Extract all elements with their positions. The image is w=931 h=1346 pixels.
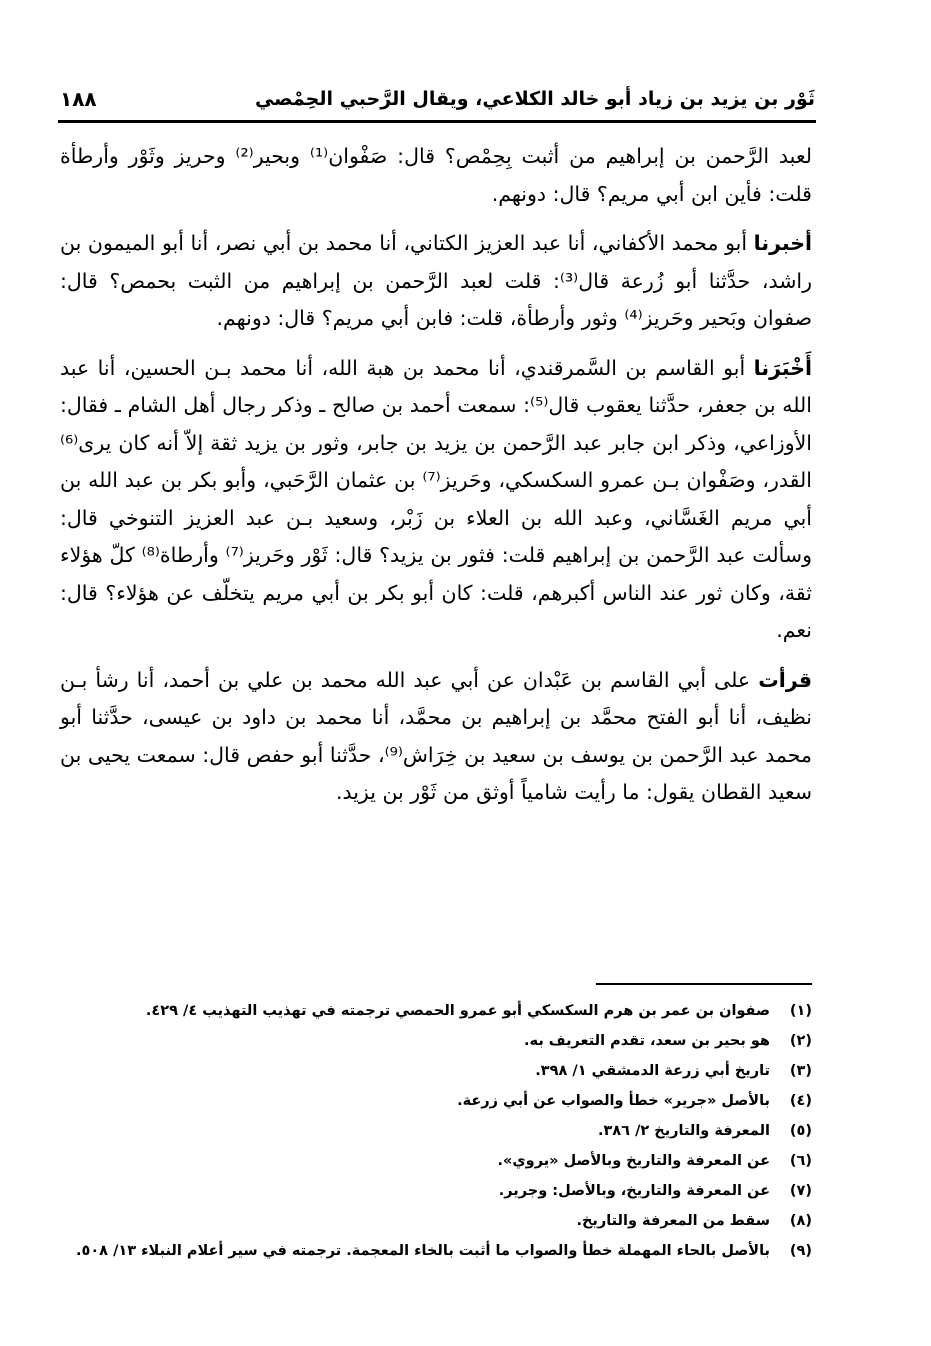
footnote-text: سقط من المعرفة والتاريخ. [576, 1213, 770, 1229]
paragraph-3 [60, 350, 812, 650]
footnote-item [60, 996, 812, 1026]
footnote-number: (٦) [789, 1153, 812, 1169]
footnote-item [60, 1086, 812, 1116]
footnote-text: عن المعرفة والتاريخ، وبالأصل: وجرير. [498, 1183, 770, 1199]
footnote-text: عن المعرفة والتاريخ وبالأصل «يروي». [497, 1153, 770, 1169]
paragraph-text: لعبد الرَّحمن بن إبراهيم من أثبت بِحِمْص؟ قال: صَفْوان⁽¹⁾ وبحير⁽²⁾ وحريز وثَوْر وأرطأة قلت: فأين ابن أبي مريم؟ قال: دونهم. [60, 144, 812, 206]
paragraph-lead: قرأت [758, 667, 812, 692]
paragraph-text: أبو محمد الأكفاني، أنا عبد العزيز الكتاني، أنا محمد بن أبي نصر، أنا أبو الميمون بن راشد، حدَّثنا أبو زُرعة قال⁽³⁾: قلت لعبد الرَّحمن بن إبراهيم من الثبت بحمص؟ قال: صفوان وبَحير وحَريز⁽⁴⁾ وثور وأرطأة، قلت: فابن أبي مريم؟ قال: دونهم. [60, 231, 812, 330]
footnote-item [60, 1056, 812, 1086]
paragraph-text: على أبي القاسم بن عَبْدان عن أبي عبد الله محمد بن علي بن أحمد، أنا رشأ بـن نظيف، أنا أبو الفتح محمَّد بن إبراهيم بن محمَّد، أنا محمد بن داود بن عيسى، حدَّثنا أبو محمد عبد الرَّحمن بن يوسف بن سعيد بن خِرَاش⁽⁹⁾، حدَّثنا أبو حفص قال: سمعت يحيى بن سعيد القطان يقول: ما رأيت شامياً أوثق من ثَوْر بن يزيد. [60, 667, 812, 804]
paragraph-2 [60, 225, 812, 338]
footnote-item [60, 1146, 812, 1176]
footnote-number: (٤) [789, 1093, 812, 1109]
page-number: ١٨٨ [60, 87, 97, 111]
footnote-item [60, 1026, 812, 1056]
header-rule [58, 120, 816, 123]
footnote-item [60, 1176, 812, 1206]
footnote-text: بالأصل «جرير» خطأ والصواب عن أبي زرعة. [457, 1093, 770, 1109]
footnote-number: (٧) [789, 1183, 812, 1199]
footnote-item [60, 1116, 812, 1146]
footnote-rule [596, 983, 812, 985]
paragraph-lead: أخبرنا [753, 231, 812, 255]
running-header [60, 84, 815, 118]
footnote-number: (٨) [789, 1213, 812, 1229]
paragraph-text: أبو القاسم بن السَّمرقندي، أنا محمد بن هبة الله، أنا محمد بـن الحسين، أنا عبد الله بن جعفر، حدَّثنا يعقوب قال⁽⁵⁾: سمعت أحمد بن صالح ـ وذكر رجال أهل الشام ـ فقال: الأوزاعي، وذكر ابن جابر عبد الرَّحمن بن يزيد بن جابر، وثور بن يزيد ثقة إلاّ أنه كان يرى⁽⁶⁾ القدر، وصَفْوان بـن عمرو السكسكي، وحَريز⁽⁷⁾ بن عثمان الرَّحَبي، وأبو بكر بن عبد الله بن أبي مريم الغَسَّاني، وعبد الله بن العلاء بن زَبْر، وسعيد بـن عبد العزيز التنوخي قال: وسألت عبد الرَّحمن بن إبراهيم قلت: فثور بن يزيد؟ قال: ثَوْر وحَريز⁽⁷⁾ وأرطاة⁽⁸⁾ كلّ هؤلاء ثقة، وكان ثور عند الناس أكبرهم، قلت: كان أبو بكر بن أبي مريم يتخلّف عن هؤلاء؟ قال: نعم. [60, 355, 812, 642]
footnote-text: صفوان بن عمر بن هرم السكسكي أبو عمرو الحمصي ترجمته في تهذيب التهذيب ٤/ ٤٢٩. [145, 1003, 770, 1019]
footnote-number: (٩) [789, 1243, 812, 1259]
footnote-item [60, 1206, 812, 1236]
main-text [60, 138, 812, 824]
footnote-number: (٣) [789, 1063, 812, 1079]
footnote-text: هو بحير بن سعد، تقدم التعريف به. [524, 1033, 770, 1049]
footnote-text: تاريخ أبي زرعة الدمشقي ١/ ٣٩٨. [535, 1063, 770, 1079]
footnote-text: المعرفة والتاريخ ٢/ ٣٨٦. [597, 1123, 770, 1139]
footnote-text: بالأصل بالحاء المهملة خطأ والصواب ما أثبت بالخاء المعجمة. ترجمته في سير أعلام النبلاء ١٣/ ٥٠٨. [75, 1243, 770, 1259]
header-title: ثَوْر بن يزيد بن زياد أبو خالد الكلاعي، ويقال الرَّحبي الحِمْصي [254, 88, 815, 110]
footnotes [60, 996, 812, 1266]
footnote-number: (٥) [789, 1123, 812, 1139]
footnote-item [60, 1236, 812, 1266]
paragraph-lead: أَخْبَرَنا [753, 355, 812, 380]
paragraph-4 [60, 662, 812, 812]
footnote-number: (٢) [789, 1033, 812, 1049]
paragraph-1 [60, 138, 812, 213]
footnote-number: (١) [789, 1003, 812, 1019]
